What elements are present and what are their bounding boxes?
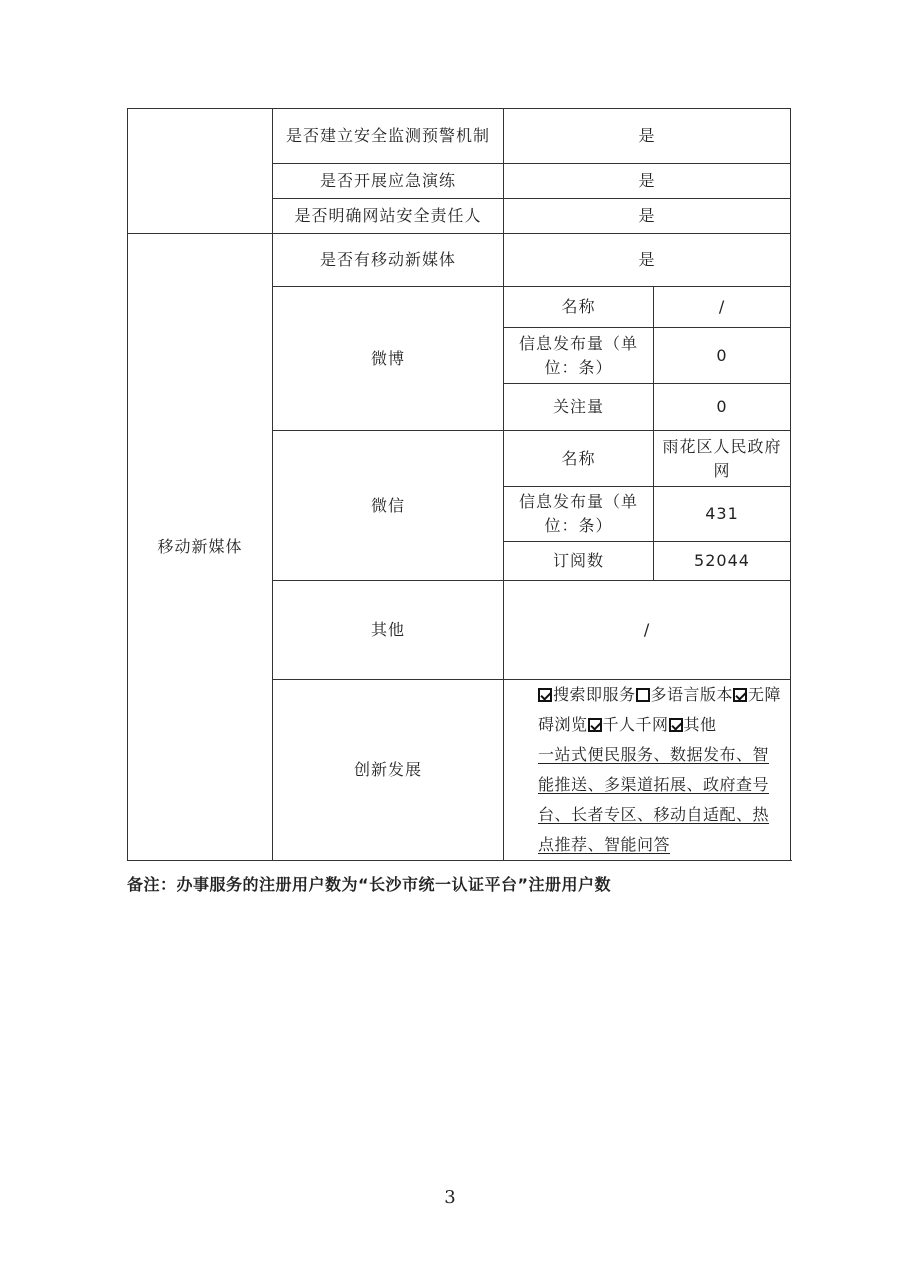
option-multilingual: 多语言版本 — [636, 685, 734, 704]
unchecked-box-icon — [636, 688, 650, 702]
wechat-label: 微信 — [273, 431, 504, 581]
mobile-media-section-label: 移动新媒体 — [128, 234, 273, 861]
row-label: 是否建立安全监测预警机制 — [273, 109, 504, 164]
option-search-as-service: 搜索即服务 — [538, 685, 636, 704]
security-section-cell — [128, 109, 273, 234]
checked-box-icon — [733, 688, 747, 702]
row-label: 是否明确网站安全责任人 — [273, 199, 504, 234]
table-row — [128, 234, 791, 287]
row-value: 是 — [504, 234, 791, 287]
sub-label: 订阅数 — [504, 542, 654, 581]
option-accessibility: 无障碍浏览 — [538, 685, 782, 734]
option-other: 其他 — [669, 715, 717, 734]
checked-box-icon — [588, 718, 602, 732]
sub-label: 关注量 — [504, 384, 654, 431]
sub-value: 0 — [654, 384, 791, 431]
table-row — [128, 109, 791, 164]
innovation-other-text: 一站式便民服务、数据发布、智能推送、多渠道拓展、政府查号台、长者专区、移动自适配、热点推荐、智能问答 — [538, 745, 770, 854]
row-value: 是 — [504, 109, 791, 164]
other-label: 其他 — [273, 581, 504, 680]
sub-value: 52044 — [654, 542, 791, 581]
innovation-options-cell — [504, 680, 791, 861]
sub-label: 名称 — [504, 431, 654, 487]
innovation-section-label: 创新发展 — [273, 680, 504, 861]
weibo-label: 微博 — [273, 287, 504, 431]
sub-value: 431 — [654, 487, 791, 542]
row-label: 是否开展应急演练 — [273, 164, 504, 199]
sub-label: 信息发布量（单位：条） — [504, 328, 654, 384]
innovation-checklist — [538, 680, 782, 860]
sub-label: 名称 — [504, 287, 654, 328]
statistics-table — [127, 108, 791, 861]
other-value: / — [504, 581, 791, 680]
page-number: 3 — [444, 1187, 456, 1208]
sub-value: 雨花区人民政府网 — [654, 431, 791, 487]
footnote: 备注：办事服务的注册用户数为“长沙市统一认证平台”注册用户数 — [127, 875, 612, 894]
option-personalized: 千人千网 — [588, 715, 669, 734]
checked-box-icon — [538, 688, 552, 702]
row-label: 是否有移动新媒体 — [273, 234, 504, 287]
sub-value: / — [654, 287, 791, 328]
checked-box-icon — [669, 718, 683, 732]
row-value: 是 — [504, 199, 791, 234]
sub-value: 0 — [654, 328, 791, 384]
row-value: 是 — [504, 164, 791, 199]
sub-label: 信息发布量（单位：条） — [504, 487, 654, 542]
